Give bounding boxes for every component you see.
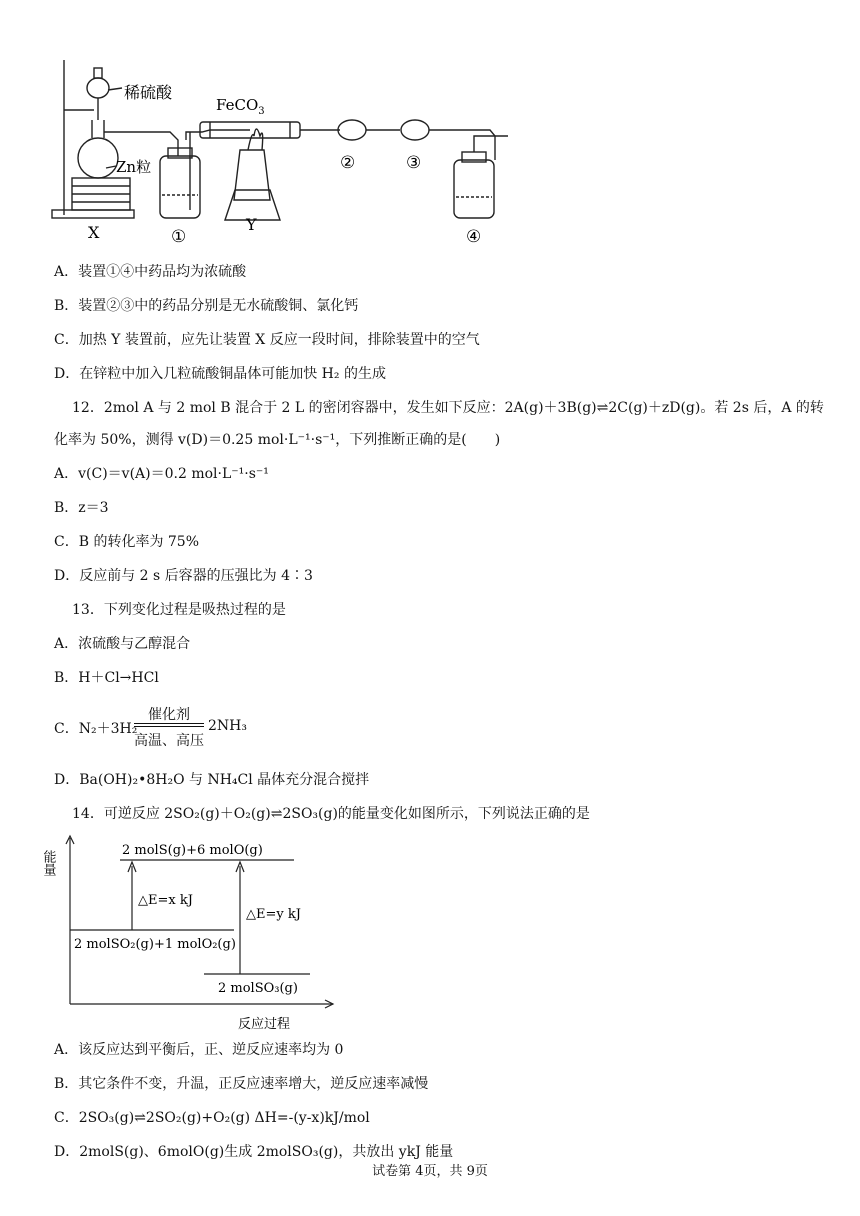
q11-option-c: C．加热 Y 装置前，应先让装置 X 反应一段时间，排除装置中的空气 — [54, 332, 480, 348]
page-footer: 试卷第 4页，共 9页 — [372, 1164, 488, 1179]
q11-option-b: B．装置②③中的药品分别是无水硫酸铜、氯化钙 — [54, 298, 359, 314]
q13-option-c-prefix: C．N₂＋3H₂ — [54, 721, 138, 737]
top-level-label: 2 molS(g)+6 molO(g) — [122, 843, 263, 858]
q12-stem-line2: 化率为 50%，测得 v(D)＝0.25 mol·L⁻¹·s⁻¹，下列推断正确的是( ) — [54, 432, 501, 448]
energy-diagram — [40, 834, 338, 1034]
q14-option-b: B．其它条件不变，升温，正反应速率增大，逆反应速率减慢 — [54, 1076, 429, 1092]
q11-option-d: D．在锌粒中加入几粒硫酸铜晶体可能加快 H₂ 的生成 — [54, 366, 386, 382]
bottle-4-label: ④ — [466, 227, 482, 247]
q11-option-a: A．装置①④中药品均为浓硫酸 — [54, 264, 247, 280]
x-axis-label: 反应过程 — [238, 1017, 291, 1032]
tube-3-label: ③ — [406, 153, 422, 173]
q12-stem-line1: 12．2mol A 与 2 mol B 混合于 2 L 的密闭容器中，发生如下反应：2A(g)＋3B(g)⇌2C(g)＋zD(g)。若 2s 后，A 的转 — [72, 400, 824, 416]
q13-option-b: B．H＋Cl→HCl — [54, 670, 159, 686]
q13-option-a: A．浓硫酸与乙醇混合 — [54, 636, 191, 652]
delta-e-y-label: △E=y kJ — [246, 907, 301, 922]
q14-option-a: A．该反应达到平衡后，正、逆反应速率均为 0 — [54, 1042, 344, 1058]
q14-option-d: D．2molS(g)、6molO(g)生成 2molSO₃(g)，共放出 ykJ 能量 — [54, 1144, 454, 1160]
q13-condition-bottom: 高温、高压 — [134, 733, 204, 749]
zn-label: Zn粒 — [116, 158, 152, 176]
low-level-label: 2 molSO₃(g) — [218, 981, 298, 996]
q12-option-c: C．B 的转化率为 75% — [54, 534, 200, 550]
delta-e-x-label: △E=x kJ — [138, 893, 193, 908]
mid-level-label: 2 molSO₂(g)+1 molO₂(g) — [74, 937, 236, 952]
bottle-1-label: ① — [171, 227, 187, 247]
tube-2-label: ② — [340, 153, 356, 173]
q13-option-c-suffix: 2NH₃ — [208, 718, 247, 734]
q14-stem: 14．可逆反应 2SO₂(g)＋O₂(g)⇌2SO₃(g)的能量变化如图所示，下列说法正确的是 — [72, 806, 590, 822]
apparatus-diagram — [50, 60, 510, 250]
feco3-label: FeCO$_3$ — [216, 96, 265, 117]
q12-option-b: B．z＝3 — [54, 500, 109, 516]
q13-condition-top: 催化剂 — [148, 707, 190, 723]
q12-option-d: D．反应前与 2 s 后容器的压强比为 4∶3 — [54, 568, 313, 584]
y-label: Y — [246, 215, 257, 234]
q13-stem: 13．下列变化过程是吸热过程的是 — [72, 602, 286, 618]
q13-equals-sign — [134, 723, 204, 727]
y-axis-label: 能量 — [40, 850, 56, 876]
x-label: X — [88, 223, 100, 242]
q14-option-c: C．2SO₃(g)⇌2SO₂(g)+O₂(g) ΔH=-(y-x)kJ/mol — [54, 1110, 370, 1126]
acid-label: 稀硫酸 — [124, 83, 173, 102]
q13-option-d: D．Ba(OH)₂•8H₂O 与 NH₄Cl 晶体充分混合搅拌 — [54, 772, 370, 788]
q12-option-a: A．v(C)＝v(A)＝0.2 mol·L⁻¹·s⁻¹ — [54, 466, 269, 482]
